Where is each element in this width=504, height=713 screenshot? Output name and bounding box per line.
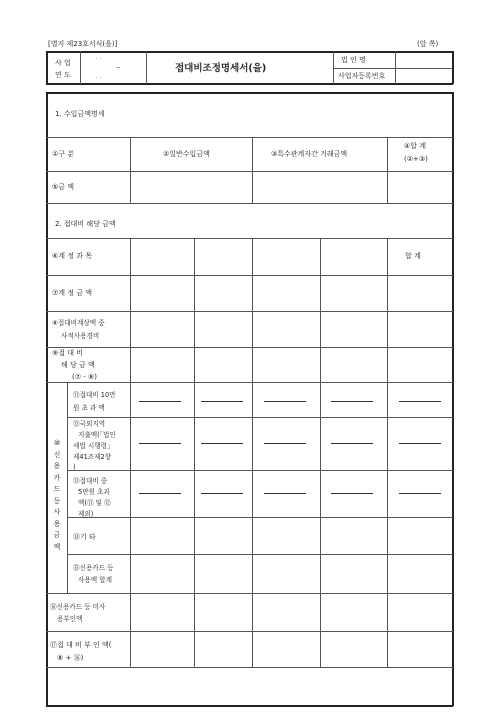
row-disallowed-line1: ⑰접 대 비 부 인 액( [50, 641, 112, 649]
row-entertainment-line3: (⑦ - ⑧) [72, 373, 97, 381]
form-title: 접대비조정명세서(을) [175, 63, 267, 74]
row-overseas-line5: ) [73, 463, 76, 471]
col-general-income: ②일반수입금액 [163, 150, 210, 158]
row-card-total-line1: ⑮신용카드 등 [73, 564, 114, 572]
card-usage-side-label: ⑩신용카드등사용금액 [53, 439, 61, 551]
col-related-party: ③특수관계자간 거래금액 [271, 150, 348, 158]
row-overseas-line2: 지출액(「법인 [78, 431, 116, 439]
year-start-dots: · · [95, 55, 102, 63]
row-overseas-line4: 제41조제2항 [73, 453, 112, 461]
form-number: [별지 제23호서식(을)] [48, 40, 118, 48]
row-overseas-line3: 세법 시행령」 [73, 442, 114, 450]
year-tilde: ~ [115, 64, 121, 72]
row-private-expense-line2: 사적사용경비 [61, 332, 100, 340]
page-side: (앞 쪽) [417, 40, 439, 48]
row-card-total-line2: 사용액 합계 [78, 576, 112, 584]
row-private-expense-line1: ⑧접대비계상액 중 [52, 319, 105, 327]
col-total-line2: (②+③) [404, 155, 428, 163]
row-account-amount: ⑦계 정 금 액 [52, 289, 92, 297]
row-non-card-line1: ⑯신용카드 등 미사 [50, 603, 106, 611]
row-amount: ⑤금 액 [52, 183, 75, 191]
corp-name-label: 법 인 명 [341, 56, 366, 64]
header-total: 합 계 [405, 252, 421, 260]
section2-heading: 2. 접대비 해당 금액 [55, 220, 116, 228]
row-disallowed-line2: ⑧ + ⑯) [57, 654, 84, 662]
section1-heading: 1. 수입금액명세 [55, 110, 105, 118]
year-label-line2: 연 도 [55, 71, 71, 79]
row-entertainment-line2: 해 당 금 액 [61, 361, 95, 369]
row-over-100k-line2: 원 초 과 액 [73, 404, 105, 412]
row-account-title: ⑥계 정 과 목 [52, 252, 92, 260]
col-total-line1: ④합 계 [404, 142, 427, 150]
year-end-dots: · · [95, 74, 102, 82]
row-entertainment-line1: ⑨접 대 비 [52, 349, 84, 357]
row-over-50k-line2: 5만원 초과 [78, 488, 110, 496]
biz-no-label: 사업자등록번호 [338, 72, 386, 80]
col-category: ①구 분 [52, 150, 75, 158]
row-over-100k-line1: ⑪접대비 10만 [73, 391, 116, 399]
row-over-50k-line1: ⑬접대비 중 [73, 477, 108, 485]
row-over-50k-line3: 액(⑪ 및 ⑫ [78, 499, 111, 507]
row-other: ⑭기 타 [73, 533, 96, 541]
row-non-card-line2: 용부인액 [57, 615, 83, 623]
year-label-line1: 사 업 [55, 59, 71, 67]
row-overseas-line1: ⑫국외지역 [73, 420, 106, 428]
row-over-50k-line4: 제외) [78, 510, 94, 518]
